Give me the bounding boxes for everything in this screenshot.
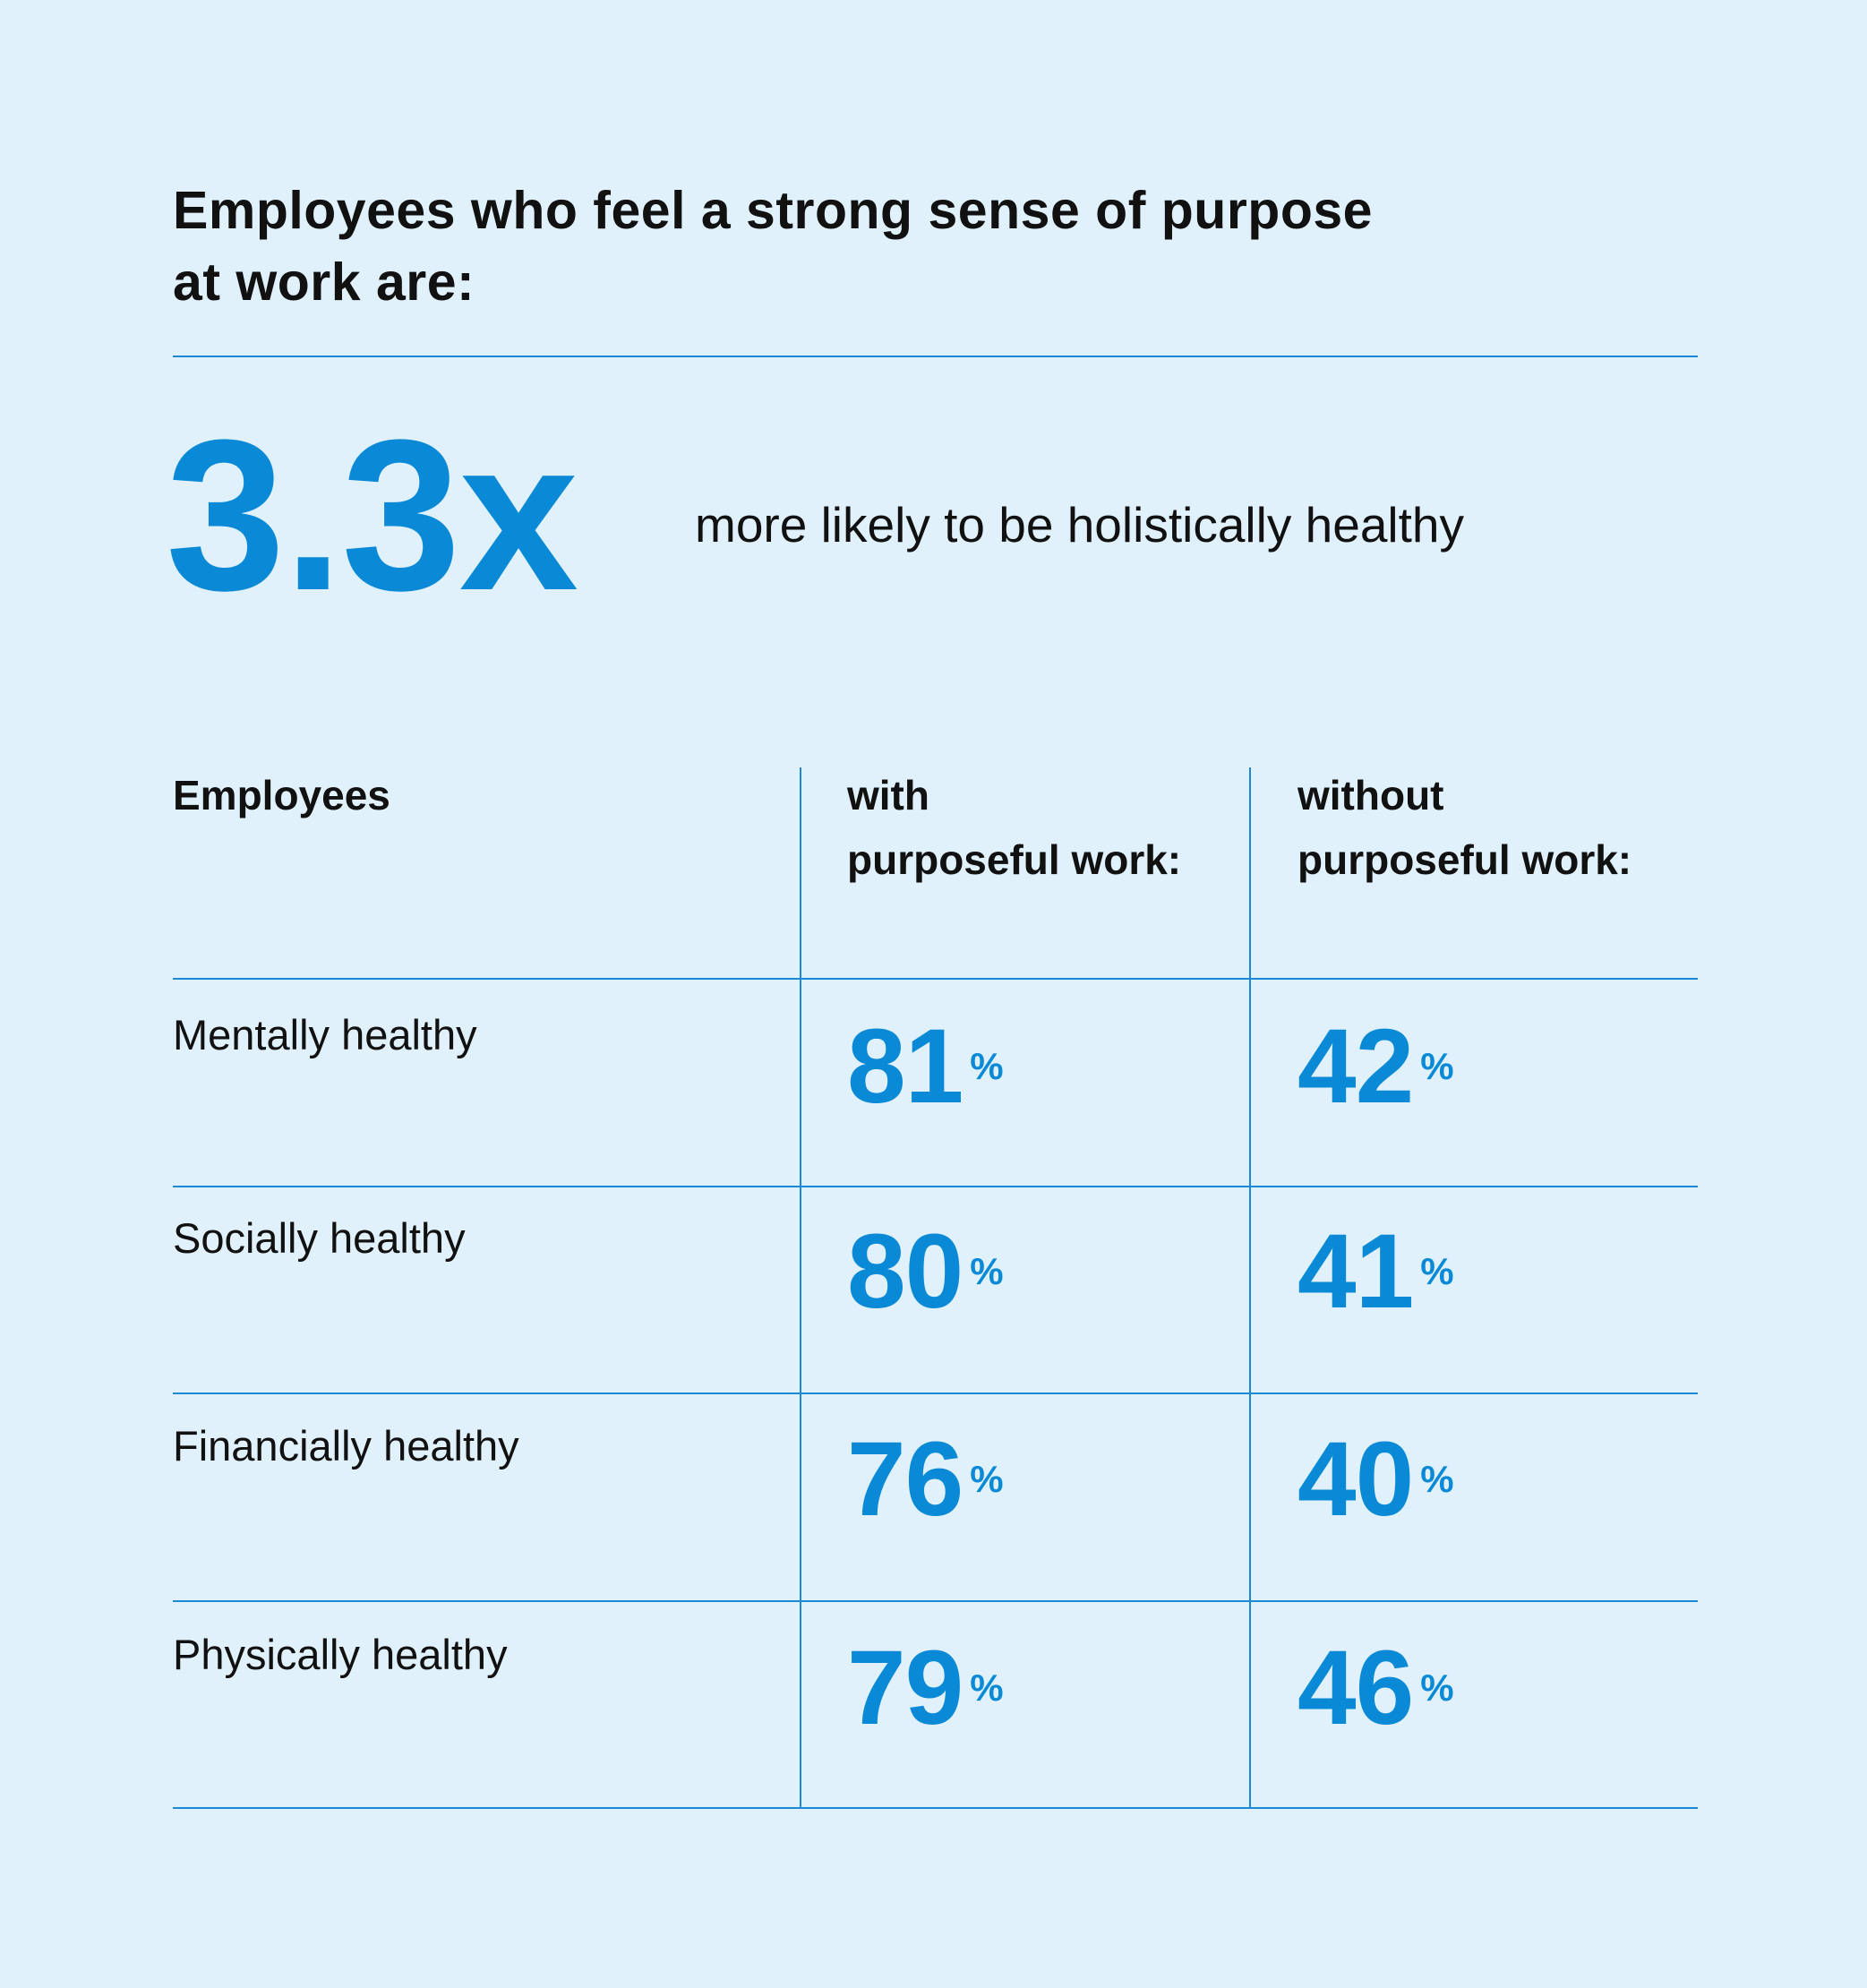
top-divider xyxy=(173,356,1698,357)
row-divider-header xyxy=(173,978,1698,980)
value-mentally-without: 42 % xyxy=(1297,1007,1453,1126)
column-divider-2 xyxy=(1249,767,1251,1809)
big-stat-description: more likely to be holistically healthy xyxy=(695,497,1464,553)
value-socially-with: 80 % xyxy=(847,1213,1003,1331)
value-mentally-with: 81 % xyxy=(847,1007,1003,1126)
column-header-with: with purposeful work: xyxy=(847,772,1182,883)
headline xyxy=(173,175,1516,318)
row-divider-bottom xyxy=(173,1807,1698,1809)
value-financially-with: 76 % xyxy=(847,1420,1003,1538)
row-divider-3 xyxy=(173,1600,1698,1602)
row-divider-2 xyxy=(173,1392,1698,1394)
row-label-financially: Financially healthy xyxy=(173,1422,519,1470)
column-divider-1 xyxy=(800,767,801,1809)
column-header-employees: Employees xyxy=(173,772,390,818)
row-divider-1 xyxy=(173,1186,1698,1187)
column-header-without: without purposeful work: xyxy=(1297,772,1632,883)
value-physically-without: 46 % xyxy=(1297,1629,1453,1747)
headline-line-1: Employees who feel a strong sense of purpose xyxy=(173,181,1373,240)
value-socially-without: 41 % xyxy=(1297,1213,1453,1331)
row-label-mentally: Mentally healthy xyxy=(173,1011,477,1058)
value-physically-with: 79 % xyxy=(847,1629,1003,1747)
value-financially-without: 40 % xyxy=(1297,1420,1453,1538)
row-label-physically: Physically healthy xyxy=(173,1631,508,1678)
headline-line-2: at work are: xyxy=(173,253,475,312)
row-label-socially: Socially healthy xyxy=(173,1214,466,1262)
big-stat-value: 3.3x xyxy=(166,395,578,635)
